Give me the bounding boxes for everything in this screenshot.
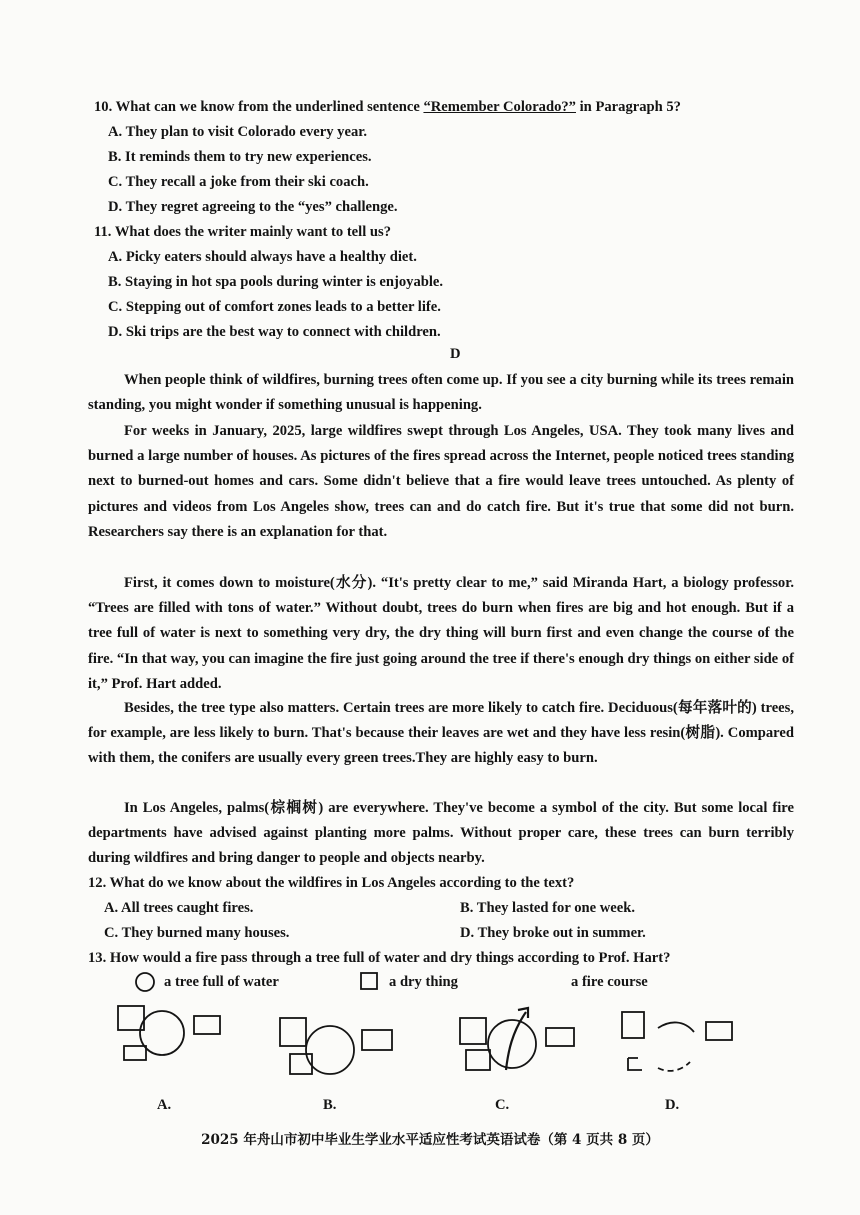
q12-option-b: B. They lasted for one week.	[460, 900, 635, 916]
passage-paragraph-4: Besides, the tree type also matters. Certain trees are more likely to catch fire. Deciduous(每年落叶的) trees, for example, are less likely to burn. That's because their leaves are wet and they have less resin(树脂). Compared with them, the conifers are usually every green trees.They are highly easy to burn.	[88, 700, 794, 767]
underlined-sentence: “Remember Colorado?”	[423, 99, 576, 115]
circle-legend-icon	[134, 971, 156, 993]
q12-option-a: A. All trees caught fires.	[104, 900, 254, 916]
diagram-b	[276, 1012, 398, 1082]
passage-paragraph-2: For weeks in January, 2025, large wildfires swept through Los Angeles, USA. They took many lives and burned a large number of houses. As pictures of the fires spread across the Internet, people noticed trees standing next to burned-out homes and cars. Some didn't believe that a fire would leave trees untouched. As plenty of pictures and videos from Los Angeles show, trees can and do catch fire. But it's true that some did not burn. Researchers say there is an explanation for that.	[88, 423, 794, 540]
choice-c-label: C.	[495, 1097, 510, 1113]
q10-option-a: A. They plan to visit Colorado every year.	[108, 124, 368, 140]
q10-option-c: C. They recall a joke from their ski coach.	[108, 174, 369, 190]
q12-option-c: C. They burned many houses.	[104, 925, 290, 941]
q11-option-a: A. Picky eaters should always have a healthy diet.	[108, 249, 417, 265]
q10-option-d: D. They regret agreeing to the “yes” challenge.	[108, 199, 398, 215]
question-10-text: 10. What can we know from the underlined sentence	[94, 99, 424, 115]
q12-option-d: D. They broke out in summer.	[460, 925, 646, 941]
diagram-a	[112, 1002, 224, 1064]
q11-option-b: B. Staying in hot spa pools during winter is enjoyable.	[108, 274, 444, 290]
legend-fire-course: a fire course	[571, 974, 648, 990]
choice-d-label: D.	[665, 1097, 680, 1113]
choice-b-label: B.	[323, 1097, 337, 1113]
square-legend-icon	[359, 971, 379, 991]
diagram-c	[456, 1004, 580, 1076]
section-letter: D	[450, 346, 461, 362]
legend-dry-thing: a dry thing	[389, 974, 458, 990]
question-11-stem: 11. What does the writer mainly want to tell us?	[94, 224, 392, 240]
choice-a-label: A.	[157, 1097, 172, 1113]
passage-paragraph-1: When people think of wildfires, burning trees often come up. If you see a city burning while its trees remain standing, you might wonder if something unusual is happening.	[88, 372, 794, 414]
diagram-d	[618, 1008, 738, 1074]
question-10-stem	[94, 97, 681, 117]
question-12-stem: 12. What do we know about the wildfires in Los Angeles according to the text?	[88, 875, 575, 891]
passage-paragraph-5: In Los Angeles, palms(棕榈树) are everywhere. They've become a symbol of the city. But some local fire departments have advised against planting more palms. Without proper care, these trees can burn terribly during wildfires and bring danger to people and objects nearby.	[88, 800, 794, 867]
q11-option-c: C. Stepping out of comfort zones leads to a better life.	[108, 299, 441, 315]
question-13-stem: 13. How would a fire pass through a tree full of water and dry things according to Prof. Hart?	[88, 950, 671, 966]
legend-tree: a tree full of water	[164, 974, 279, 990]
q10-option-b: B. It reminds them to try new experiences.	[108, 149, 372, 165]
passage-paragraph-3: First, it comes down to moisture(水分). “It's pretty clear to me,” said Miranda Hart, a biology professor. “Trees are filled with tons of water.” Without doubt, trees do burn when fires are big and hot enough. But if a tree full of water is next to something very dry, the dry thing will burn first and even change the course of the fire. “In that way, you can imagine the fire just going around the tree if there's enough dry things on either side of it,” Prof. Hart added.	[88, 575, 794, 692]
q11-option-d: D. Ski trips are the best way to connect with children.	[108, 324, 441, 340]
question-10-text-end: in Paragraph 5?	[575, 99, 681, 115]
page-footer: 2025 年舟山市初中毕业生学业水平适应性考试英语试卷（第 4 页共 8 页）	[201, 1132, 659, 1148]
